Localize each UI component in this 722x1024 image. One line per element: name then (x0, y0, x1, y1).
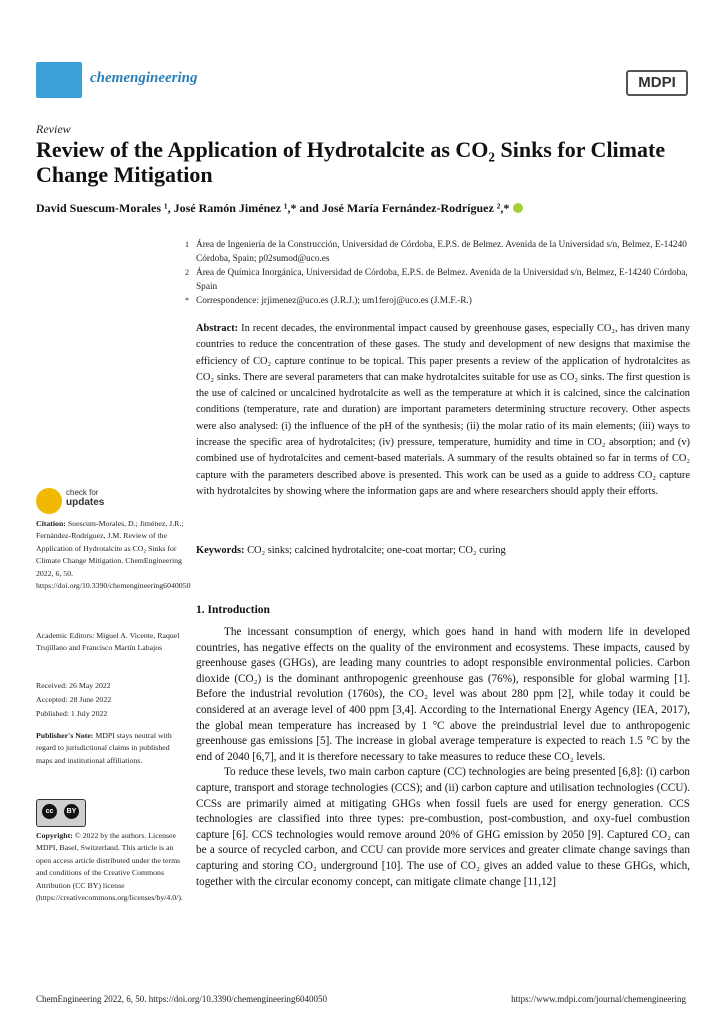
abstract-label: Abstract: (196, 323, 239, 334)
accepted-date: Accepted: 28 June 2022 (36, 695, 112, 704)
check-big-label: updates (66, 497, 105, 508)
correspondence (185, 294, 696, 308)
cc-icon: cc (42, 804, 57, 819)
by-icon: BY (64, 804, 79, 819)
journal-name[interactable]: chemengineering (90, 70, 198, 86)
check-small-label: check for (66, 488, 99, 497)
affiliation-text: Área de Ingeniería de la Construcción, Universidad de Córdoba, E.P.S. de Belmez. Avenida de la Universidad s/n, Belmez, E-14240 Córdoba, Spain; p02sumod@uco.es (196, 240, 687, 264)
footer-citation[interactable]: ChemEngineering 2022, 6, 50. https://doi.org/10.3390/chemengineering6040050 (36, 994, 328, 1004)
author-list (36, 201, 696, 216)
citation (36, 518, 191, 592)
copyright-label: Copyright: (36, 831, 73, 840)
publisher-note (36, 730, 186, 767)
copyright (36, 830, 186, 904)
affiliation-1 (185, 238, 696, 266)
copyright-text: © 2022 by the authors. Licensee MDPI, Basel, Switzerland. This article is an open access article distributed under the terms and conditions of the Creative Commons Attribution (CC BY) license (https://creativecommons.org/licenses/by/4.0/). (36, 831, 183, 903)
article-title: Review of the Application of Hydrotalcite as CO₂ Sinks for Climate Change Mitigation (36, 137, 666, 187)
received-date: Received: 26 May 2022 (36, 681, 111, 690)
publisher-logo[interactable]: MDPI (626, 70, 688, 96)
affiliation-number: * (185, 296, 189, 305)
note-label: Publisher's Note: (36, 731, 94, 740)
correspondence-text[interactable]: Correspondence: jrjimenez@uco.es (J.R.J.); um1feroj@uco.es (J.M.F.-R.) (196, 296, 472, 306)
abstract-text: In recent decades, the environmental impact caused by greenhouse gases, especially CO₂, has driven many countries to reduce the concentration of these gases. The study and development of new designs that maximise the efficiency of CO₂ capture continue to be topical. This paper presents a review of the application of hydrotalcites as CO₂ sinks. There are several parameters that can make hydrotalcites suitable for use as CO₂ sinks. The first question is the use of calcined or uncalcined hydrotalcite as well as the temperature at which it is calcined, since the calcination conditions (temperature, rate and duration) are important parameters determining structure recovery. Other aspects were also analysed: (i) the influence of the pH of the synthesis; (ii) the molar ratio of its main elements; (iii) ways to increase the specific area of hydrotalcites; (iv) pressure, temperature, humidity and time in CO₂ absorption; and (v) combined use of hydrotalcites and cement-based materials. A summary of the results obtained so far in terms of CO₂ capture with the parameters described above is presented. This work can be used as a guide to address CO₂ capture with hydrotalcites by showing where the information gaps are and where researchers should apply their efforts. (196, 323, 690, 497)
affiliation-2 (185, 266, 696, 294)
citation-text[interactable]: Suescum-Morales, D.; Jiménez, J.R.; Fernández-Rodríguez, J.M. Review of the Application of Hydrotalcite as CO₂ Sinks for Climate Change Mitigation. ChemEngineering 2022, 6, 50. https://doi.org/10.3390/chemengineering6040050 (36, 519, 191, 591)
published-date: Published: 1 July 2022 (36, 709, 108, 718)
keywords-text: CO₂ sinks; calcined hydrotalcite; one-coat mortar; CO₂ curing (247, 545, 506, 556)
paragraph: To reduce these levels, two main carbon capture (CC) technologies are being presented [6,8]: (i) carbon capture, transport and storage technologies (CCS); and (ii) carbon capture and utilisation technologies (CCU). CCSs are primarily aimed at mitigating GHGs when fossil fuels are used for energy generation. CCS technologies are classified into three types: pre-combustion, post-combustion, and oxy-fuel combustion capture [6]. CCS technologies would remove around 20% of GHG emission by 2050 [9]. Captured CO₂ can be a source of recycled carbon, and CCU can provide more services and greater climate change savings than capturing and storing CO₂ underground [10]. The use of CO₂ gives an added value to these GHGs, which, together with the circular economy concept, can mitigate climate change [11,12] (196, 766, 690, 888)
orcid-icon[interactable] (513, 203, 523, 213)
authors-text: David Suescum-Morales ¹, José Ramón Jiménez ¹,* and José María Fernández-Rodríguez ²,* (36, 201, 510, 215)
keywords (196, 545, 690, 556)
article-type: Review (36, 122, 71, 136)
paragraph: The incessant consumption of energy, which goes hand in hand with modern life in developed countries, has negative effects on the quality of the environment and ecosystems. These impacts, caused by greenhouse gases (GHGs), are leading many countries to adopt responsible environmental policies. Carbon dioxide (CO₂) is the dominant anthropogenic greenhouse gas (76%), responsible for global warming [1]. Before the industrial revolution (1760s), the CO₂ level was about 280 ppm [2], while today it could be considered at an average level of 400 ppm [3,4]. According to the International Energy Agency (IEA, 2017), the global mean temperature has increased by 1 °C above the preindustrial level due to anthropogenic greenhouse gas emissions [5]. The increase in global average temperature is expected to reach 1.5 °C by the end of 2040 [6,7], and it is therefore necessary to take measures to reduce these CO₂ levels. (196, 626, 690, 763)
journal-logo (36, 62, 82, 98)
footer-journal-link[interactable]: https://www.mdpi.com/journal/chemengineering (511, 994, 686, 1004)
keywords-label: Keywords: (196, 545, 245, 556)
cc-by-license-badge[interactable] (36, 799, 86, 827)
note-text: MDPI stays neutral with regard to jurisdictional claims in published maps and institutional affiliations. (36, 731, 172, 765)
affiliation-text: Área de Química Inorgánica, Universidad de Córdoba, E.P.S. de Belmez. Avenida de la Universidad s/n, Belmez, E-14240 Córdoba, Spain (196, 268, 688, 292)
affiliation-number: 2 (185, 268, 189, 277)
academic-editors: Academic Editors: Miguel A. Vicente, Raquel Trujillano and Francisco Martín Labajos (36, 631, 180, 653)
abstract (196, 321, 690, 500)
introduction-body (196, 625, 690, 890)
check-for-updates-icon[interactable] (36, 488, 62, 514)
affiliation-number: 1 (185, 240, 189, 249)
check-for-updates[interactable] (66, 488, 104, 508)
section-heading: 1. Introduction (196, 604, 270, 616)
citation-label: Citation: (36, 519, 66, 528)
